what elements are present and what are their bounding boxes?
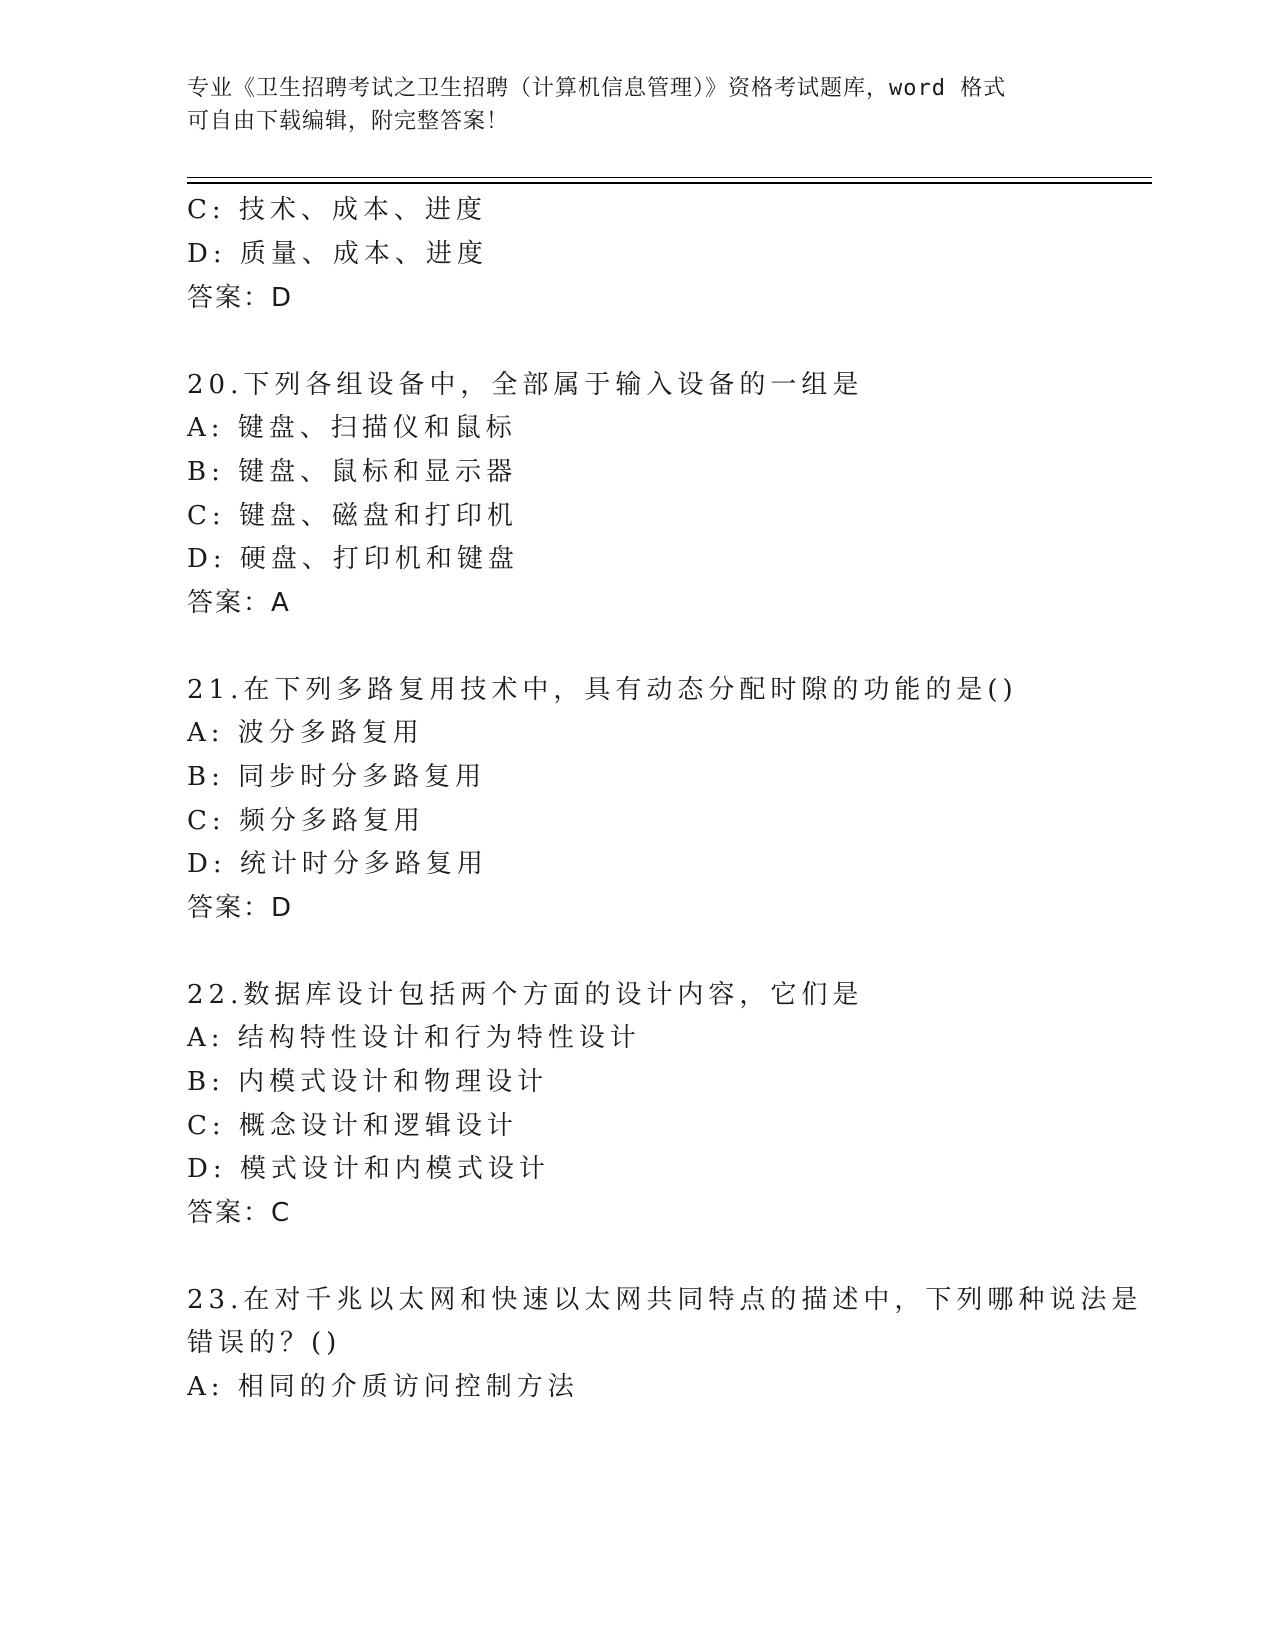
q20-answer: 答案：A (187, 588, 291, 618)
header-line-1: 专业《卫生招聘考试之卫生招聘（计算机信息管理）》资格考试题库，word 格式 (187, 76, 1007, 101)
q22-option-c: C: 概念设计和逻辑设计 (187, 1111, 518, 1141)
q22-option-a: A: 结构特性设计和行为特性设计 (187, 1023, 641, 1053)
q21-option-d: D: 统计时分多路复用 (187, 849, 488, 879)
document-header (187, 72, 1087, 138)
q21-question: 21.在下列多路复用技术中，具有动态分配时隙的功能的是() (187, 675, 1018, 705)
q23-option-a: A: 相同的介质访问控制方法 (187, 1372, 579, 1402)
q19-option-d: D: 质量、成本、进度 (187, 239, 488, 269)
q20-question: 20.下列各组设备中，全部属于输入设备的一组是 (187, 370, 864, 400)
q20-option-d: D: 硬盘、打印机和键盘 (187, 544, 519, 574)
q22-option-b: B: 内模式设计和物理设计 (187, 1067, 549, 1097)
q22-question: 22.数据库设计包括两个方面的设计内容，它们是 (187, 980, 864, 1010)
q20-option-a: A: 键盘、扫描仪和鼠标 (187, 413, 517, 443)
q21-option-b: B: 同步时分多路复用 (187, 762, 487, 792)
q21-option-a: A: 波分多路复用 (187, 718, 424, 748)
q21-answer: 答案：D (187, 893, 294, 923)
q23-question-line-1: 23.在对千兆以太网和快速以太网共同特点的描述中，下列哪种说法是 (187, 1285, 1143, 1315)
q19-answer: 答案：D (187, 283, 294, 313)
header-divider-thin (187, 177, 1152, 178)
q23-question-line-2: 错误的？() (187, 1328, 342, 1358)
header-divider-thick (187, 182, 1152, 184)
q21-option-c: C: 频分多路复用 (187, 806, 425, 836)
q19-option-c: C: 技术、成本、进度 (187, 195, 487, 225)
header-line-2: 可自由下载编辑，附完整答案！ (187, 109, 510, 134)
q22-answer: 答案：C (187, 1198, 292, 1228)
q20-option-b: B: 键盘、鼠标和显示器 (187, 457, 518, 487)
q22-option-d: D: 模式设计和内模式设计 (187, 1154, 550, 1184)
q20-option-c: C: 键盘、磁盘和打印机 (187, 501, 518, 531)
